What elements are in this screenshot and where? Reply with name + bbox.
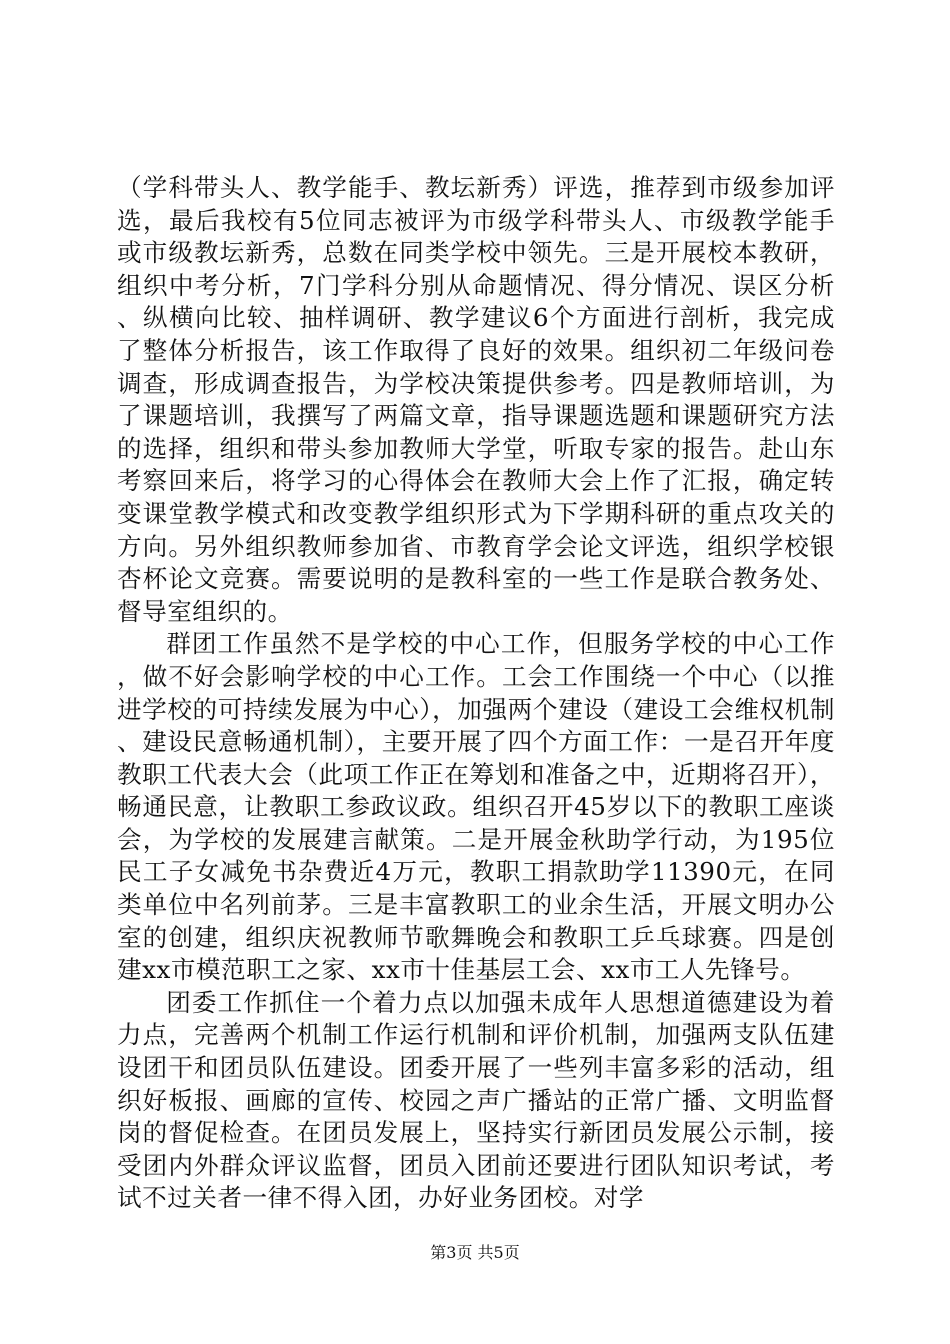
document-body	[117, 172, 835, 1215]
paragraph-3: 团委工作抓住一个着力点以加强未成年人思想道德建设为着力点，完善两个机制工作运行机制和评价机制，加强两支队伍建设团干和团员队伍建设。团委开展了一些列丰富多彩的活动，组织好板报、画廊的宣传、校园之声广播站的正常广播、文明监督岗的督促检查。在团员发展上，坚持实行新团员发展公示制，接受团内外群众评议监督，团员入团前还要进行团队知识考试，考试不过关者一律不得入团，办好业务团校。对学	[117, 987, 835, 1213]
page-footer: 第3页 共5页	[430, 1243, 520, 1262]
paragraph-1: （学科带头人、教学能手、教坛新秀）评选，推荐到市级参加评选，最后我校有5位同志被评为市级学科带头人、市级教学能手或市级教坛新秀，总数在同类学校中领先。三是开展校本教研，组织中考分析，7门学科分别从命题情况、得分情况、误区分析、纵横向比较、抽样调研、教学建议6个方面进行剖析，我完成了整体分析报告，该工作取得了良好的效果。组织初二年级问卷调查，形成调查报告，为学校决策提供参考。四是教师培训，为了课题培训，我撰写了两篇文章，指导课题选题和课题研究方法的选择，组织和带头参加教师大学堂，听取专家的报告。赴山东考察回来后，将学习的心得体会在教师大会上作了汇报，确定转变课堂教学模式和改变教学组织形式为下学期科研的重点攻关的方向。另外组织教师参加省、市教育学会论文评选，组织学校银杏杯论文竞赛。需要说明的是教科室的一些工作是联合教务处、督导室组织的。	[117, 173, 835, 626]
paragraph-2: 群团工作虽然不是学校的中心工作，但服务学校的中心工作，做不好会影响学校的中心工作。工会工作围绕一个中心（以推进学校的可持续发展为中心），加强两个建设（建设工会维权机制、建设民意畅通机制），主要开展了四个方面工作：一是召开年度教职工代表大会（此项工作正在筹划和准备之中，近期将召开），畅通民意，让教职工参政议政。组织召开45岁以下的教职工座谈会，为学校的发展建言献策。二是开展金秋助学行动，为195位民工子女减免书杂费近4万元，教职工捐款助学11390元，在同类单位中名列前茅。三是丰富教职工的业余生活，开展文明办公室的创建，组织庆祝教师节歌舞晚会和教职工乒乓球赛。四是创建xx市模范职工之家、xx市十佳基层工会、xx市工人先锋号。	[117, 629, 835, 985]
